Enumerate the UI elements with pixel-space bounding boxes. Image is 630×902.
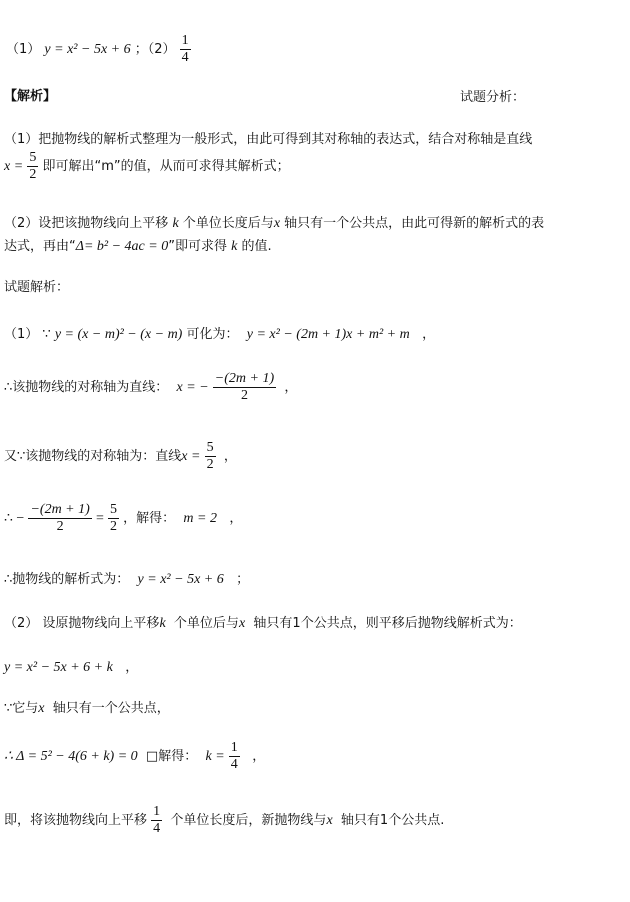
solution-label: 试题解析： — [4, 280, 70, 295]
solution-header: 【解析】 — [4, 89, 57, 104]
answer-part1-formula: y = x² − 5x + 6 — [44, 42, 131, 57]
answer-part2-fraction — [180, 33, 191, 66]
answer-line — [6, 33, 191, 66]
answer-separator: ；（2） — [134, 42, 176, 57]
solution-step-4: ∴ − $\frac{-(2m + 1)}{2}$ = $\frac{5}{2}$ ，解得： m = 2 ， — [4, 502, 243, 534]
fraction: $\frac{5}{2}$ — [109, 502, 117, 534]
solution-part2-line4: ∴ Δ = 5² − 4(6 + k) = 0 □解得： k = $\frac{1}{4}$ ， — [4, 740, 266, 772]
answer-part1-label: （1） — [6, 42, 41, 57]
solution-part2-line3: ∵它与x 轴只有一个公共点， — [4, 701, 170, 716]
analysis-1-line1: （1）把抛物线的解析式整理为一般形式，由此可得到其对称轴的表达式，结合对称轴是直线 — [4, 132, 533, 147]
solution-step-3: 又∵该抛物线的对称轴为：直线x = $\frac{5}{2}$ ， — [4, 440, 237, 472]
fraction: $\frac{-(2m + 1)}{2}$ — [30, 502, 90, 534]
fraction: $\frac{1}{4}$ — [230, 740, 238, 772]
analysis-1-line2: x = $\frac{5}{2}$ 即可解出“m”的值，从而可求得其解析式； — [4, 150, 290, 182]
fraction-numerator: 1 — [181, 33, 189, 48]
solution-step-2: ∴该抛物线的对称轴为直线： x = − $\frac{-(2m + 1)}{2}$ ， — [4, 371, 298, 403]
solution-part2-line2: y = x² − 5x + 6 + k ， — [4, 660, 139, 675]
solution-part2-line1: （2） 设原抛物线向上平移k 个单位后与x 轴只有1个公共点，则平移后抛物线解析式为： — [4, 616, 522, 631]
analysis-label: 试题分析： — [460, 90, 526, 105]
solution-step-5: ∴抛物线的解析式为： y = x² − 5x + 6 ； — [4, 572, 250, 587]
analysis-2-line1: （2）设把该抛物线向上平移 k 个单位长度后与x 轴只有一个公共点，由此可得新的解析式的表 — [4, 216, 545, 231]
fraction-denominator: 4 — [181, 50, 189, 65]
analysis-2-line2: 达式，再由“Δ= b² − 4ac = 0”即可求得 k 的值. — [4, 239, 272, 254]
fraction: $\frac{1}{4}$ — [153, 804, 161, 836]
fraction: $\frac{5}{2}$ — [206, 440, 214, 472]
fraction: $\frac{5}{2}$ — [29, 150, 37, 182]
fraction: $\frac{-(2m + 1)}{2}$ — [214, 371, 275, 403]
solution-conclusion: 即，将该抛物线向上平移 $\frac{1}{4}$ 个单位长度后，新抛物线与x 轴只有1个公共点. — [4, 804, 445, 836]
solution-step-1: （1） ∵ y = (x − m)² − (x − m) 可化为： y = x² − (2m + 1)x + m² + m ， — [4, 327, 436, 342]
